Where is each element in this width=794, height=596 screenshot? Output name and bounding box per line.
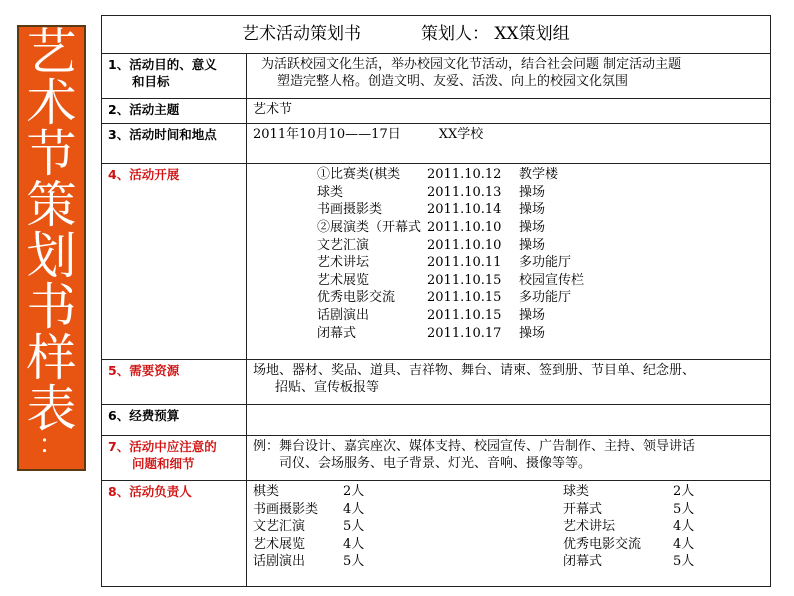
table-row-time-place [102, 123, 771, 163]
event-date: 2011.10.10 [427, 237, 502, 253]
role-count: 5人 [673, 554, 695, 569]
banner-char: 艺 [26, 23, 77, 81]
row-label [102, 359, 247, 404]
role-count: 2人 [343, 484, 365, 499]
list-item [563, 518, 723, 536]
resources-line: 招贴、宣传板报等 [275, 379, 380, 395]
row-label-text: 问题和细节 [132, 455, 195, 471]
table-row-purpose [102, 54, 771, 98]
list-item [317, 254, 764, 272]
row-label [102, 435, 247, 480]
role-name: 书画摄影类 [253, 501, 319, 517]
banner-char: 样 [26, 329, 77, 387]
row-label: 6、经费预算 [102, 405, 247, 435]
resources-line: 场地、器材、奖品、道具、吉祥物、舞台、请柬、签到册、节目单、纪念册、 [253, 362, 696, 378]
list-item [317, 325, 764, 343]
vertical-title-banner [17, 25, 86, 471]
list-item [253, 483, 563, 501]
role-name: 话剧演出 [253, 554, 306, 569]
plan-table [101, 15, 771, 587]
role-count: 5人 [673, 501, 695, 517]
event-name: 艺术展览 [317, 272, 370, 288]
planner-label: 策划人： XX策划组 [421, 24, 570, 45]
row-label [102, 481, 247, 587]
banner-char: 策 [26, 176, 77, 234]
event-date: 2011.10.17 [427, 325, 502, 341]
banner-char: 节 [26, 125, 77, 183]
table-row-develop [102, 164, 771, 360]
list-item [563, 553, 723, 571]
role-name: 艺术展览 [253, 536, 306, 552]
row-label-text: 5、需要资源 [108, 362, 180, 378]
role-count: 4人 [673, 519, 695, 534]
role-count: 2人 [673, 484, 695, 499]
table-row-notes [102, 435, 771, 480]
notes-line: 司仪、会场服务、电子背景、灯光、音响、摄像等等。 [279, 455, 592, 471]
row-label-line: 1、活动目的、意义 [108, 57, 217, 73]
event-name: 闭幕式 [317, 325, 357, 341]
event-date: 2011.10.14 [427, 202, 502, 218]
row-content [247, 435, 771, 480]
role-name: 棋类 [253, 484, 280, 499]
list-item [563, 536, 723, 554]
purpose-line: 塑造完整人格。创造文明、友爱、活泼、向上的校园文化氛围 [277, 74, 629, 90]
row-label-text: 7、活动中应注意的 [108, 438, 217, 454]
list-item [563, 501, 723, 519]
event-place: 操场 [519, 220, 546, 236]
event-place: 操场 [519, 202, 546, 218]
title-cell [102, 16, 771, 54]
list-item [317, 237, 764, 255]
responsible-list [247, 481, 771, 587]
banner-char: 划 [26, 227, 77, 285]
list-item [317, 184, 764, 202]
list-item [317, 201, 764, 219]
event-place: 操场 [519, 325, 546, 341]
role-count: 4人 [673, 536, 695, 552]
role-count: 4人 [343, 501, 365, 517]
activity-time: 2011年10月10——17日 [253, 126, 401, 142]
list-item [317, 272, 764, 290]
banner-char: 书 [26, 278, 77, 336]
role-count: 5人 [343, 519, 365, 534]
event-place: 校园宣传栏 [519, 272, 585, 288]
row-content [247, 123, 771, 163]
row-label [102, 54, 247, 98]
row-content [247, 359, 771, 404]
activity-place: XX学校 [438, 126, 484, 142]
theme-value: 艺术节 [247, 98, 771, 123]
role-name: 闭幕式 [563, 554, 603, 569]
row-label: 2、活动主题 [102, 98, 247, 123]
event-name: ②展演类（开幕式 [317, 220, 422, 236]
document-title: 艺术活动策划书 [242, 24, 361, 45]
event-place: 多功能厅 [519, 290, 572, 306]
event-name: 艺术讲坛 [317, 255, 370, 271]
row-label: 3、活动时间和地点 [102, 123, 247, 163]
table-row-responsible [102, 481, 771, 587]
list-item [253, 553, 563, 571]
role-name: 艺术讲坛 [563, 519, 616, 534]
event-date: 2011.10.10 [427, 220, 502, 236]
event-name: 话剧演出 [317, 308, 370, 324]
title-row [102, 16, 771, 54]
event-name: 球类 [317, 184, 344, 200]
role-count: 4人 [343, 536, 365, 552]
event-name: 书画摄影类 [317, 202, 383, 218]
table-row-resources [102, 359, 771, 404]
event-place: 操场 [519, 184, 546, 200]
banner-char: 表 [26, 380, 77, 438]
list-item [317, 289, 764, 307]
event-name: ①比赛类(棋类 [317, 167, 401, 183]
role-count: 5人 [343, 554, 365, 569]
list-item [253, 501, 563, 519]
event-date: 2011.10.15 [427, 272, 502, 288]
event-date: 2011.10.11 [427, 255, 502, 271]
row-content [247, 54, 771, 98]
row-label-line: 和目标 [132, 74, 170, 90]
event-name: 文艺汇演 [317, 237, 370, 253]
list-item [317, 307, 764, 325]
list-item [253, 518, 563, 536]
list-item [317, 219, 764, 237]
schedule-list [247, 164, 771, 360]
event-date: 2011.10.15 [427, 290, 502, 306]
event-name: 优秀电影交流 [317, 290, 396, 306]
event-date: 2011.10.13 [427, 184, 502, 200]
event-date: 2011.10.15 [427, 308, 502, 324]
notes-line: 例：舞台设计、嘉宾座次、媒体支持、校园宣传、广告制作、主持、领导讲话 [253, 438, 696, 454]
banner-char: 术 [26, 74, 77, 132]
table-row-theme [102, 98, 771, 123]
list-item [253, 536, 563, 554]
role-name: 优秀电影交流 [563, 536, 642, 552]
event-place: 教学楼 [519, 167, 559, 183]
table-row-budget [102, 405, 771, 435]
event-place: 多功能厅 [519, 255, 572, 271]
event-date: 2011.10.12 [427, 167, 502, 183]
budget-value [247, 405, 771, 435]
banner-colon: ： [38, 430, 65, 460]
row-label [102, 164, 247, 360]
role-name: 球类 [563, 484, 590, 499]
role-name: 开幕式 [563, 501, 603, 517]
event-place: 操场 [519, 308, 546, 324]
row-label-text: 4、活动开展 [108, 167, 180, 183]
event-place: 操场 [519, 237, 546, 253]
row-label-text: 8、活动负责人 [108, 484, 192, 499]
role-name: 文艺汇演 [253, 519, 306, 534]
list-item [317, 166, 764, 184]
list-item [563, 483, 723, 501]
purpose-line: 为活跃校园文化生活，举办校园文化节活动，结合社会问题 制定活动主题 [261, 57, 682, 73]
